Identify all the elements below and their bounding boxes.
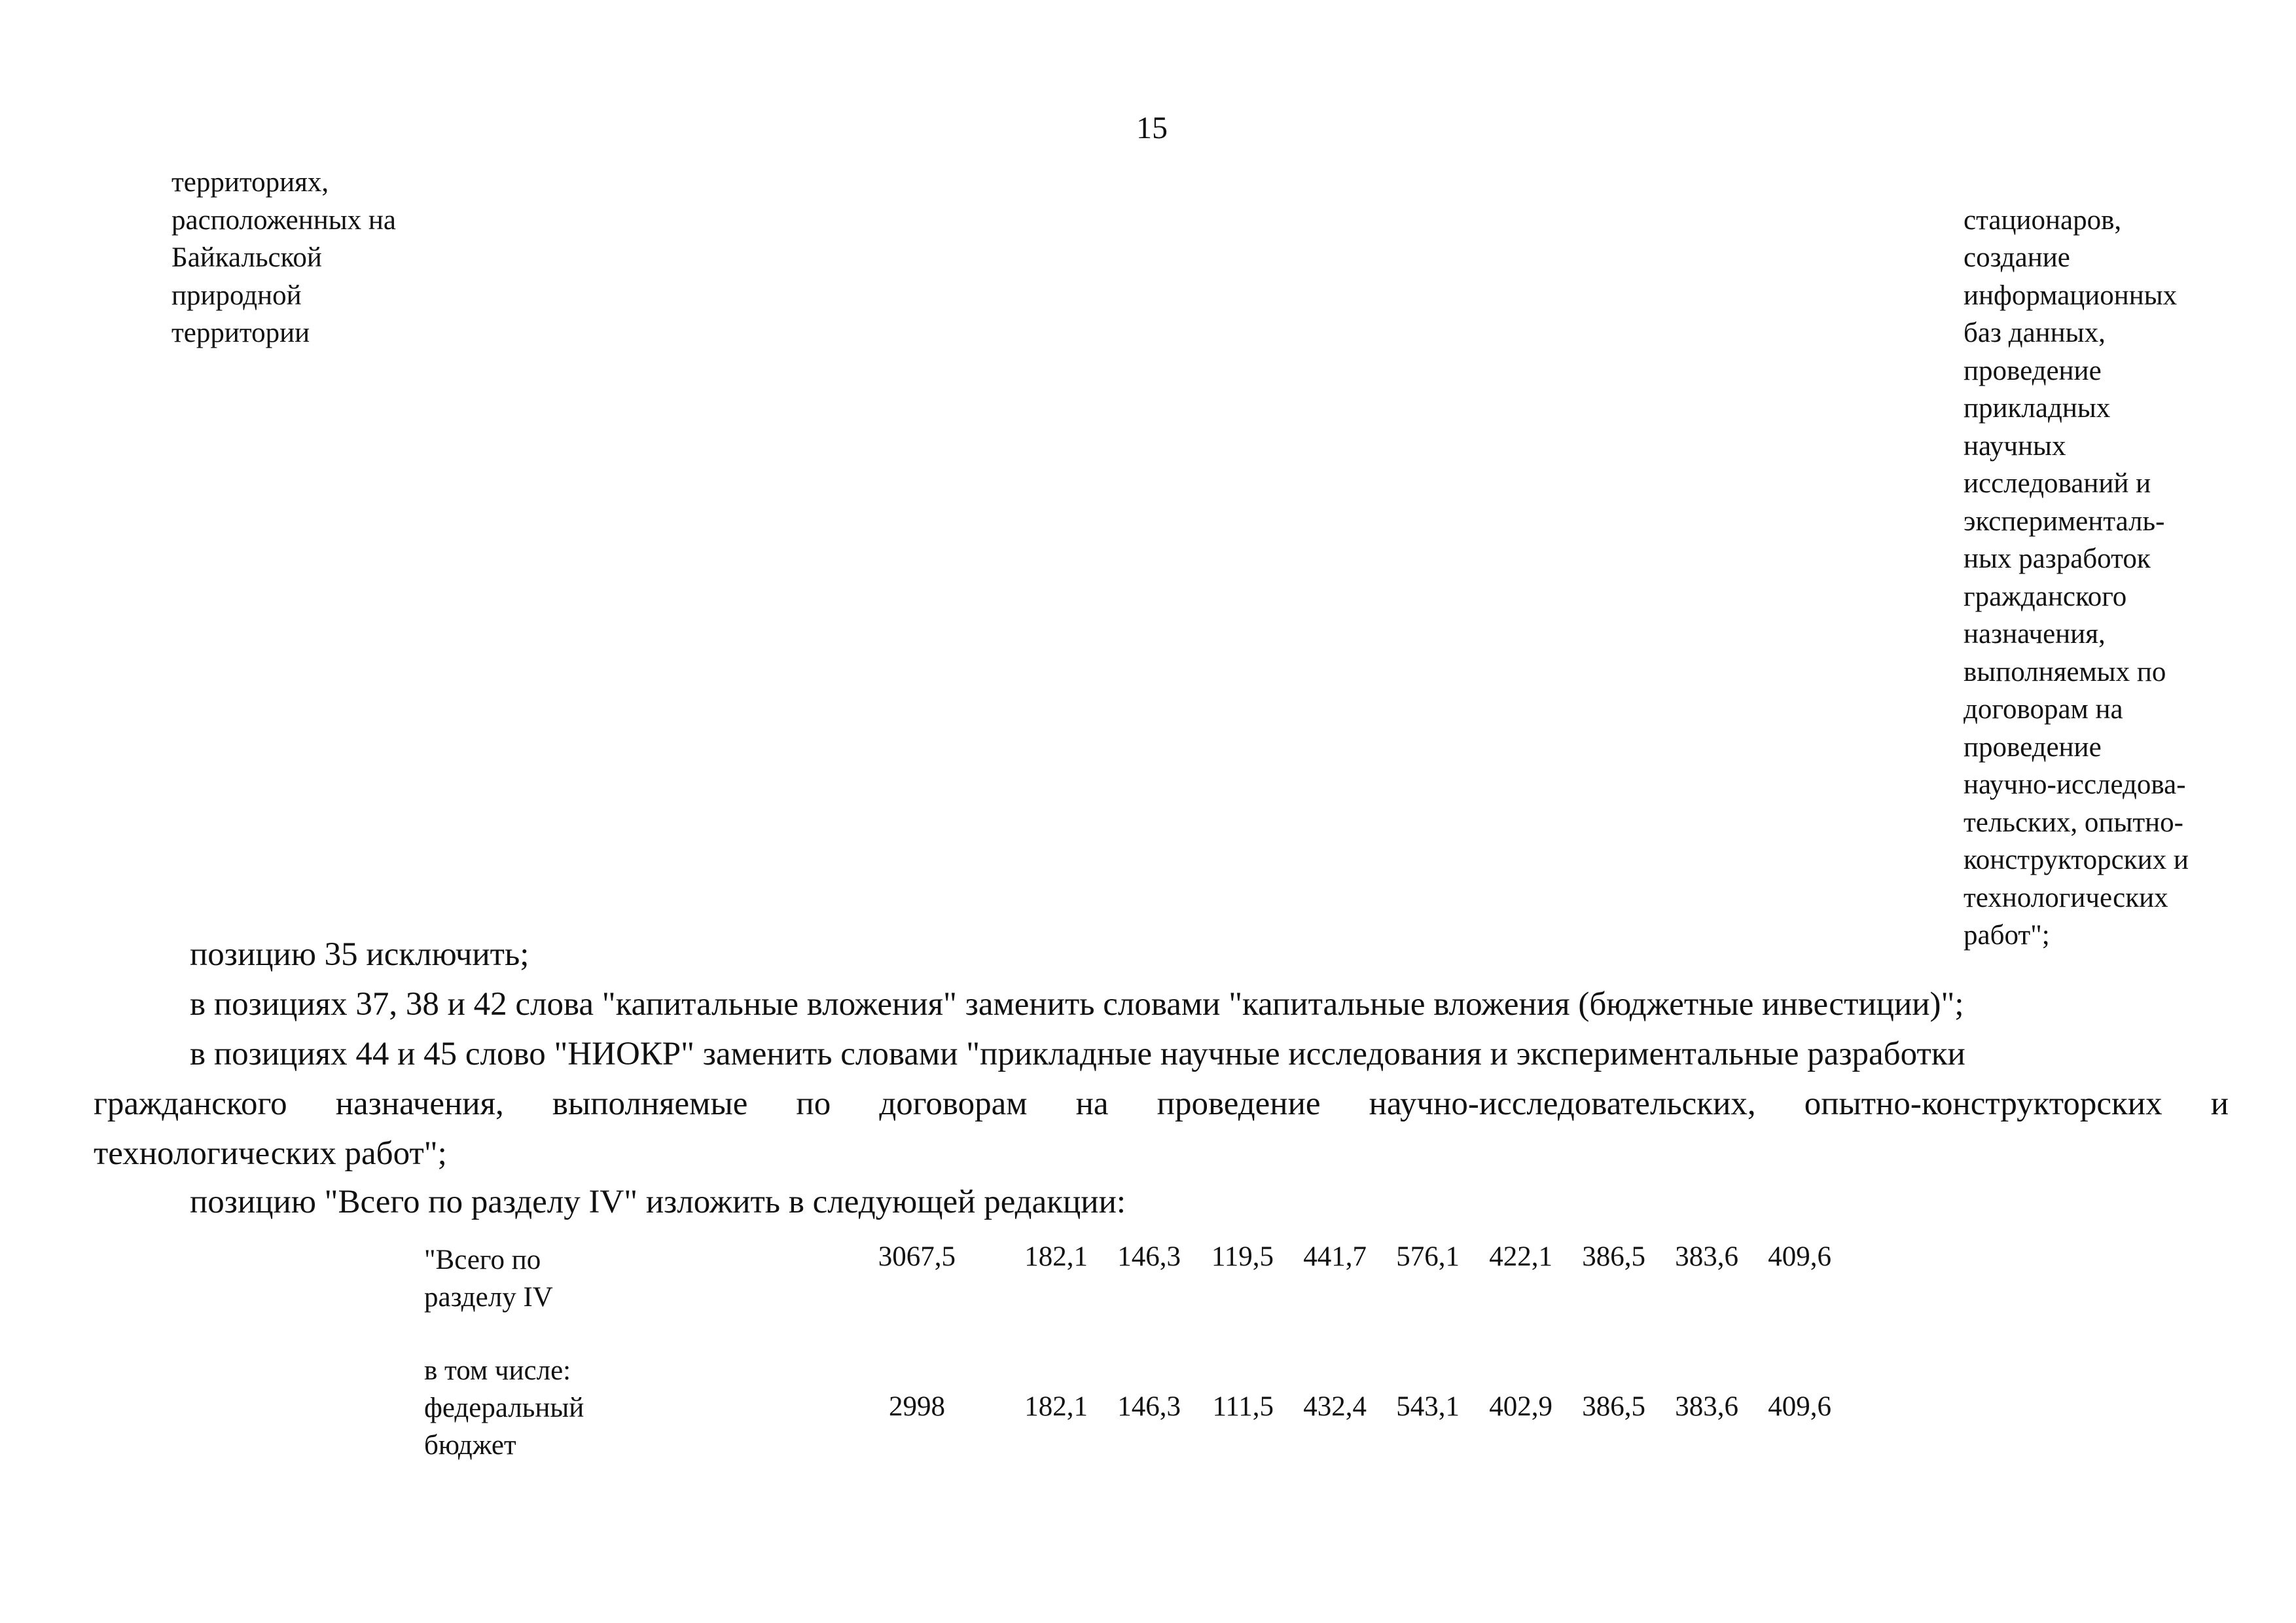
value-cell: 543,1 xyxy=(1396,1391,1460,1422)
page-number: 15 xyxy=(1136,111,1168,145)
value-cell: 383,6 xyxy=(1675,1391,1738,1422)
paragraph-positions-37-38-42: в позициях 37, 38 и 42 слова "капитальные вложения" заменить словами "капитальные вложения (бюджетные инвестиции)"; xyxy=(190,986,1964,1023)
value-cell: 119,5 xyxy=(1211,1241,1274,1272)
paragraph-total-section-iv: позицию "Всего по разделу IV" изложить в следующей редакции: xyxy=(190,1184,1126,1220)
value-cell: 386,5 xyxy=(1582,1391,1645,1422)
row-total: 3067,5 xyxy=(878,1241,956,1272)
value-cell: 182,1 xyxy=(1024,1391,1088,1422)
right-cell-text: стационаров, создание информационных баз данных, проведение прикладных научных исследований и эксперименталь- ных разработок гражданского назначения, выполняемых по договорам на проведение научно-исследова- тельских, опытно- конструкторских и технологических работ"; xyxy=(1964,204,2189,951)
value-cell: 402,9 xyxy=(1489,1391,1552,1422)
continued-table-cell-left: территориях, расположенных на Байкальской природной территории xyxy=(171,167,396,348)
value-cell: 146,3 xyxy=(1117,1241,1181,1272)
value-cell: 422,1 xyxy=(1489,1241,1552,1272)
value-cell: 409,6 xyxy=(1768,1241,1831,1272)
value-cell: 386,5 xyxy=(1582,1241,1645,1272)
row-label: "Всего по разделу IV xyxy=(424,1245,553,1313)
value-cell: 576,1 xyxy=(1396,1241,1460,1272)
value-cell: 409,6 xyxy=(1768,1391,1831,1422)
row-label: в том числе: федеральный бюджет xyxy=(424,1355,584,1461)
paragraph-positions-44-45-line-1: в позициях 44 и 45 слово "НИОКР" заменить словами "прикладные научные исследования и экспериментальные разработки xyxy=(190,1036,1965,1072)
value-cell: 432,4 xyxy=(1303,1391,1367,1422)
value-cell: 441,7 xyxy=(1303,1241,1367,1272)
value-cell: 146,3 xyxy=(1117,1391,1181,1422)
paragraph-delete-position-35: позицию 35 исключить; xyxy=(190,936,529,973)
paragraph-positions-44-45-line-3: технологических работ"; xyxy=(94,1135,447,1172)
paragraph-positions-44-45-line-2: гражданского назначения, выполняемые по договорам на проведение научно-исследовательских, опытно-конструкторских и xyxy=(94,1085,2229,1122)
continued-table-cell-right xyxy=(1964,164,2189,955)
row-total: 2998 xyxy=(889,1391,945,1422)
value-cell: 111,5 xyxy=(1212,1391,1274,1422)
value-cell: 383,6 xyxy=(1675,1241,1738,1272)
value-cell: 182,1 xyxy=(1024,1241,1088,1272)
